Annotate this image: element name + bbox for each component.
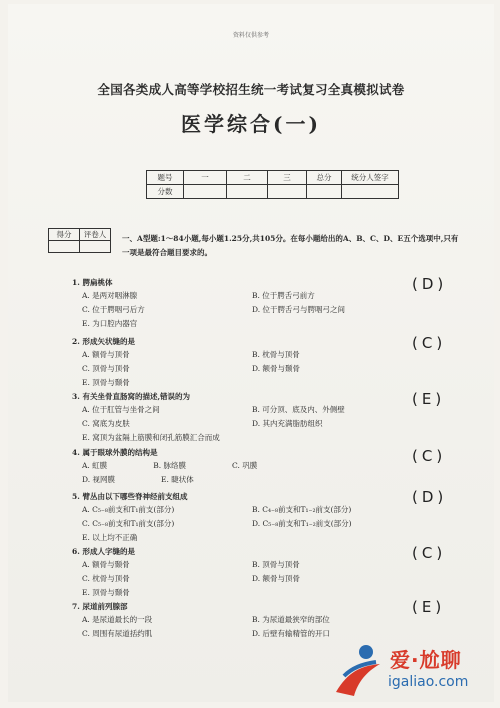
score-cell: [184, 185, 227, 199]
score-cell: 一: [184, 171, 227, 185]
option: A. C₅₋₈前支和T₁前支(部分): [82, 505, 175, 514]
option: B. 可分顶、底及内、外侧壁: [252, 405, 345, 414]
handwritten-answer: (E): [412, 598, 446, 616]
question-5: [72, 490, 412, 545]
option: E. 顶骨与颞骨: [82, 378, 130, 387]
option: D. 后壁有输精管的开口: [252, 629, 331, 638]
question-2: [72, 335, 412, 390]
option: C. 巩膜: [231, 461, 258, 470]
grader-score-label: 得分: [49, 229, 80, 241]
question-stem: 5. 臂丛由以下哪些脊神经前支组成: [72, 492, 188, 501]
score-cell: 分数: [147, 185, 184, 199]
question-3: [72, 390, 412, 445]
score-table-header-row: [147, 171, 399, 185]
option: E. 睫状体: [161, 475, 194, 484]
exam-subtitle: 医学综合(一): [181, 112, 321, 136]
handwritten-answer: (C): [412, 544, 447, 562]
option: D. 额骨与颞骨: [252, 364, 301, 373]
option: C. 窝底为皮肤: [82, 419, 130, 428]
option: D. 视网膜: [82, 475, 116, 484]
option: C. 枕骨与顶骨: [82, 574, 130, 583]
question-stem: 1. 腭扁桃体: [72, 278, 113, 287]
question-stem: 2. 形成矢状缝的是: [72, 337, 135, 346]
watermark-brand: 爱·尬聊: [390, 648, 462, 672]
score-cell: [268, 185, 307, 199]
watermark-logo: [330, 640, 490, 700]
score-cell: [342, 185, 399, 199]
score-table: [146, 170, 399, 199]
option: B. 顶骨与顶骨: [252, 560, 300, 569]
option: A. 额骨与颞骨: [82, 560, 130, 569]
handwritten-answer: (D): [412, 488, 448, 506]
option: D. 其内充满脂肪组织: [252, 419, 323, 428]
option: D. 位于腭舌弓与腭咽弓之间: [252, 305, 346, 314]
score-cell: [307, 185, 342, 199]
option: B. 为尿道最狭窄的部位: [252, 615, 330, 624]
question-stem: 3. 有关坐骨直肠窝的描述,错误的为: [72, 392, 191, 401]
handwritten-answer: (C): [412, 447, 447, 465]
question-4: [72, 446, 412, 487]
question-6: [72, 545, 412, 600]
option: C. C₅₋₈前支和T₁前支(部分): [82, 519, 175, 528]
question-7: [72, 600, 412, 641]
score-table-value-row: [147, 185, 399, 199]
option: B. 位于腭舌弓前方: [252, 291, 315, 300]
option: E. 顶骨与颞骨: [82, 588, 130, 597]
question-stem: 6. 形成人字缝的是: [72, 547, 135, 556]
question-1: [72, 276, 412, 331]
option: C. 周围有尿道括约肌: [82, 629, 153, 638]
exam-title: 全国各类成人高等学校招生统一考试复习全真模拟试卷: [97, 82, 405, 97]
option: D. C₅₋₈前支和T₁₋₂前支(部分): [252, 519, 352, 528]
score-cell: 总分: [307, 171, 342, 185]
grader-name-cell: [80, 241, 111, 253]
option: B. C₄₋₈前支和T₁₋₂前支(部分): [252, 505, 352, 514]
grader-name-label: 评卷人: [80, 229, 111, 241]
option: A. 是两对咽淋腺: [82, 291, 138, 300]
score-cell: 二: [227, 171, 268, 185]
section-instructions: 一、A型题:1～84小题,每小题1.25分,共105分。在每小题给出的A、B、C、D、E五个选项中,只有一项是最符合题目要求的。: [122, 234, 459, 257]
watermark-domain: igaliao.com: [388, 674, 469, 690]
handwritten-answer: (E): [412, 390, 446, 408]
runner-icon: [330, 642, 386, 698]
handwritten-answer: (D): [412, 275, 448, 293]
option: B. 枕骨与顶骨: [252, 350, 300, 359]
score-cell: 题号: [147, 171, 184, 185]
option: A. 额骨与顶骨: [82, 350, 130, 359]
score-cell: 统分人签字: [342, 171, 399, 185]
question-stem: 7. 尿道前列腺部: [72, 602, 128, 611]
option: A. 位于肛管与坐骨之间: [82, 405, 160, 414]
option: A. 虹膜: [82, 461, 108, 470]
grader-table: [48, 228, 111, 253]
option: E. 为口腔内器官: [82, 319, 138, 328]
option: E. 以上均不正确: [82, 533, 138, 542]
score-cell: 三: [268, 171, 307, 185]
grader-score-cell: [49, 241, 80, 253]
handwritten-answer: (C): [412, 334, 447, 352]
exam-page: [8, 4, 494, 702]
header-note: 资料仅供参考: [232, 32, 269, 39]
option: C. 顶骨与顶骨: [82, 364, 130, 373]
option: E. 窝顶为盆隔上筋膜和闭孔筋膜汇合而成: [82, 433, 220, 442]
question-stem: 4. 属于眼球外膜的结构是: [72, 448, 158, 457]
option: B. 脉络膜: [153, 461, 186, 470]
option: A. 是尿道最长的一段: [82, 615, 153, 624]
option: D. 额骨与顶骨: [252, 574, 301, 583]
score-cell: [227, 185, 268, 199]
option: C. 位于腭咽弓后方: [82, 305, 145, 314]
